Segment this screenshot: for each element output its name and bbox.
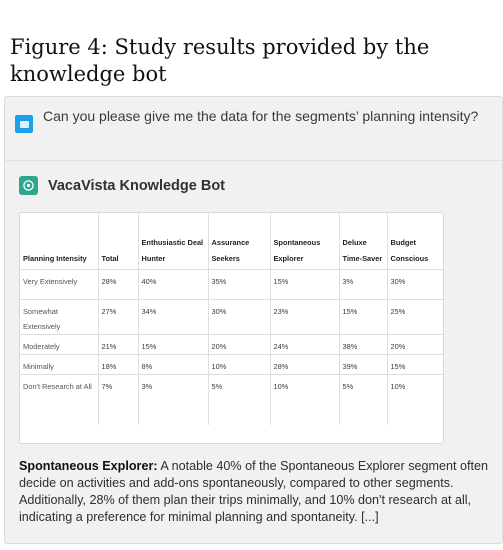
message-divider — [5, 160, 502, 161]
table-cell: 15% — [270, 270, 339, 300]
table-row — [20, 355, 443, 375]
table-cell: 27% — [98, 300, 138, 335]
summary-heading: Spontaneous Explorer: — [19, 459, 158, 473]
table-cell: 23% — [270, 300, 339, 335]
figure-title: Figure 4: Study results provided by the knowledge bot — [10, 35, 430, 86]
results-table — [19, 212, 444, 444]
table-cell: 20% — [208, 335, 270, 355]
bot-summary — [19, 458, 491, 526]
table-cell: 24% — [270, 335, 339, 355]
chat-panel — [4, 96, 503, 544]
row-label: Don't Research at All — [20, 375, 98, 426]
table-cell: 3% — [339, 270, 387, 300]
user-avatar-icon — [15, 115, 33, 133]
table-cell: 40% — [138, 270, 208, 300]
bot-name: VacaVista Knowledge Bot — [48, 177, 226, 194]
table-cell: 21% — [98, 335, 138, 355]
table-cell: 15% — [387, 355, 443, 375]
table-cell: 28% — [98, 270, 138, 300]
row-label: Minimally — [20, 355, 98, 375]
table-cell: 8% — [138, 355, 208, 375]
table-row — [20, 335, 443, 355]
table-cell: 10% — [390, 382, 406, 391]
table-cell: 10% — [270, 375, 339, 426]
table-cell: 30% — [208, 300, 270, 335]
column-header: Enthusiastic Deal Hunter — [138, 213, 208, 270]
column-header: Assurance Seekers — [208, 213, 270, 270]
table-cell: 39% — [339, 355, 387, 375]
table-cell: 15% — [339, 300, 387, 335]
table-cell: 38% — [339, 335, 387, 355]
summary-body: A notable 40% of the Spontaneous Explorer segment often decide on activities and add-ons spontaneously, compared to other segments. Additionally, 28% of them plan their trips minimally, and 10% don't research at all, indicating a preference for minimal planning and spontaneity. [...] — [19, 459, 489, 524]
table-cell: 35% — [208, 270, 270, 300]
table-cell: 7% — [98, 375, 138, 426]
table-cell: 5% — [339, 375, 387, 426]
table-cell: 10% — [208, 355, 270, 375]
table-cell: 25% — [387, 300, 443, 335]
table-cell: 28% — [270, 355, 339, 375]
column-header: Deluxe Time-Saver — [339, 213, 387, 270]
table-row — [20, 270, 443, 300]
table-cell: 34% — [138, 300, 208, 335]
table-cell: 30% — [387, 270, 443, 300]
table-row — [20, 300, 443, 335]
table-cell: 15% — [138, 335, 208, 355]
user-message-text: Can you please give me the data for the segments’ planning intensity? — [43, 108, 479, 124]
user-message — [15, 108, 485, 133]
table-cell: 20% — [387, 335, 443, 355]
table-header-row — [20, 213, 443, 270]
column-header: Total — [98, 213, 138, 270]
row-label: Somewhat Extensively — [20, 300, 98, 335]
bot-header — [19, 176, 225, 195]
table-cell: 5% — [208, 375, 270, 426]
column-header: Budget Conscious — [387, 213, 443, 270]
bot-logo-icon — [19, 176, 38, 195]
table-row — [20, 375, 443, 426]
table-cell: 3% — [138, 375, 208, 426]
row-label: Very Extensively — [20, 270, 98, 300]
column-header: Spontaneous Explorer — [270, 213, 339, 270]
row-label: Moderately — [20, 335, 98, 355]
table-cell: 18% — [98, 355, 138, 375]
column-header: Planning Intensity — [20, 213, 98, 270]
